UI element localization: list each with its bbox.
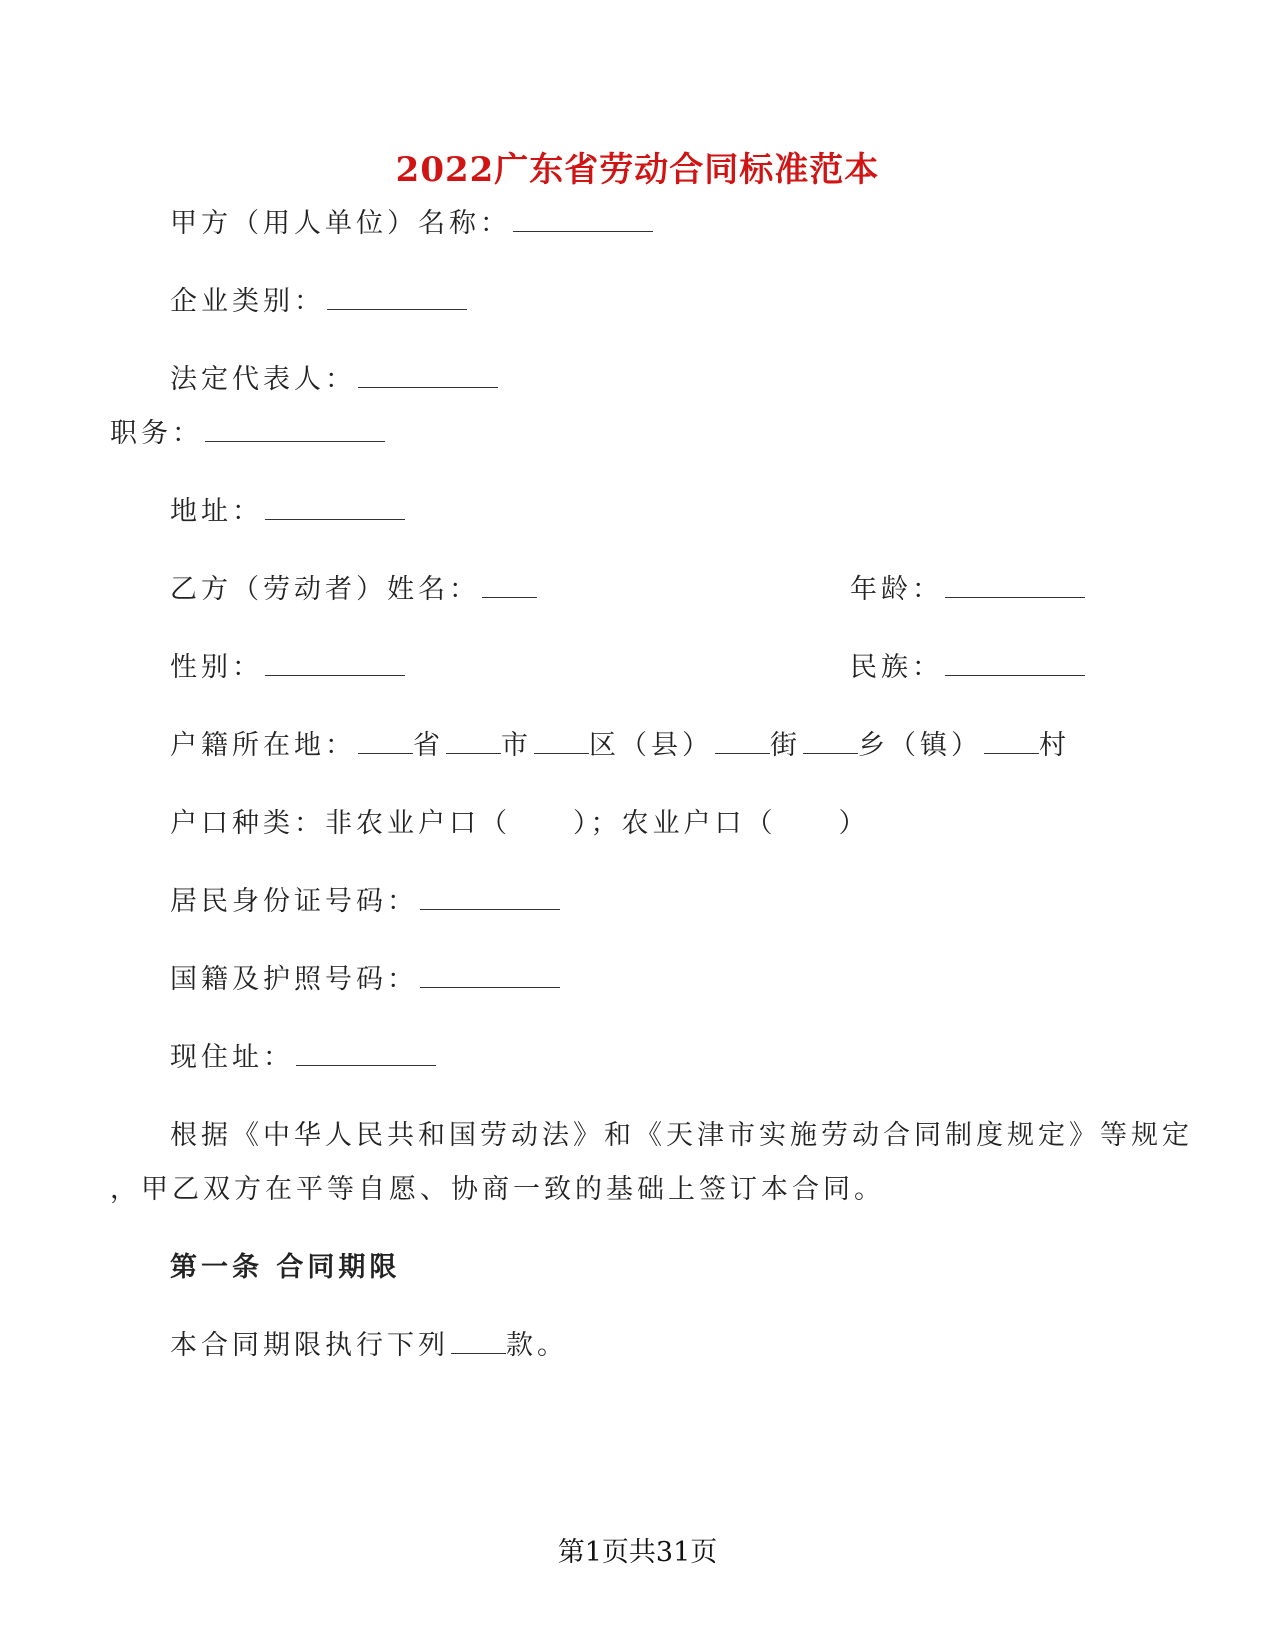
article-1-heading: 第一条 合同期限 [170,1252,401,1283]
gender-line [170,648,405,688]
enterprise-type-line [170,282,467,322]
gender-blank [265,653,405,676]
current-address-blank [296,1043,436,1066]
passport-label: 国籍及护照号码： [170,964,418,995]
address-label: 地址： [170,496,263,527]
address-line [170,492,405,532]
party-b-name-label: 乙方（劳动者）姓名： [170,574,480,605]
id-number-line [170,882,560,922]
passport-line [170,960,560,1000]
city-label: 市 [501,730,532,761]
passport-blank [420,965,560,988]
document-title: 2022广东省劳动合同标准范本 [395,150,880,190]
party-a-name-line [170,204,653,244]
ethnicity-blank [945,653,1085,676]
intro-paragraph-line-1: 根据《中华人民共和国劳动法》和《天津市实施劳动合同制度规定》等规定 [170,1120,1193,1151]
enterprise-type-blank [327,287,467,310]
legal-rep-label: 法定代表人： [170,364,356,395]
ethnicity-line [850,648,1085,688]
village-blank [984,731,1039,754]
household-label: 户籍所在地： [170,730,356,761]
id-number-blank [420,887,560,910]
position-blank [205,419,385,442]
hukou-type-text: 户口种类：非农业户口（ ）；农业户口（ ） [170,808,870,839]
legal-rep-blank [358,365,498,388]
province-blank [358,731,413,754]
party-b-name-blank [482,575,537,598]
position-line [110,414,385,454]
age-label: 年龄： [850,574,943,605]
city-blank [446,731,501,754]
age-line [850,570,1085,610]
gender-label: 性别： [170,652,263,683]
party-a-name-blank [513,209,653,232]
id-number-label: 居民身份证号码： [170,886,418,917]
intro-paragraph-line-2: ，甲乙双方在平等自愿、协商一致的基础上签订本合同。 [110,1174,885,1205]
district-label: 区（县） [589,730,713,761]
address-blank [265,497,405,520]
page-footer: 第1页共31页 [557,1537,718,1568]
article-1-text-line [170,1326,568,1366]
village-label: 村 [1039,730,1070,761]
ethnicity-label: 民族： [850,652,943,683]
hukou-type-line [170,804,870,844]
article-1-blank [451,1331,506,1354]
street-blank [715,731,770,754]
article-1-text-after: 款。 [506,1330,568,1361]
party-a-name-label: 甲方（用人单位）名称： [170,208,511,239]
enterprise-type-label: 企业类别： [170,286,325,317]
age-blank [945,575,1085,598]
party-b-name-line [170,570,537,610]
current-address-line [170,1038,436,1078]
township-label: 乡（镇） [858,730,982,761]
street-label: 街 [770,730,801,761]
article-1-text-before: 本合同期限执行下列 [170,1330,449,1361]
household-line [170,726,1070,766]
position-label: 职务： [110,418,203,449]
province-label: 省 [413,730,444,761]
township-blank [803,731,858,754]
district-blank [534,731,589,754]
legal-rep-line [170,360,498,400]
current-address-label: 现住址： [170,1042,294,1073]
